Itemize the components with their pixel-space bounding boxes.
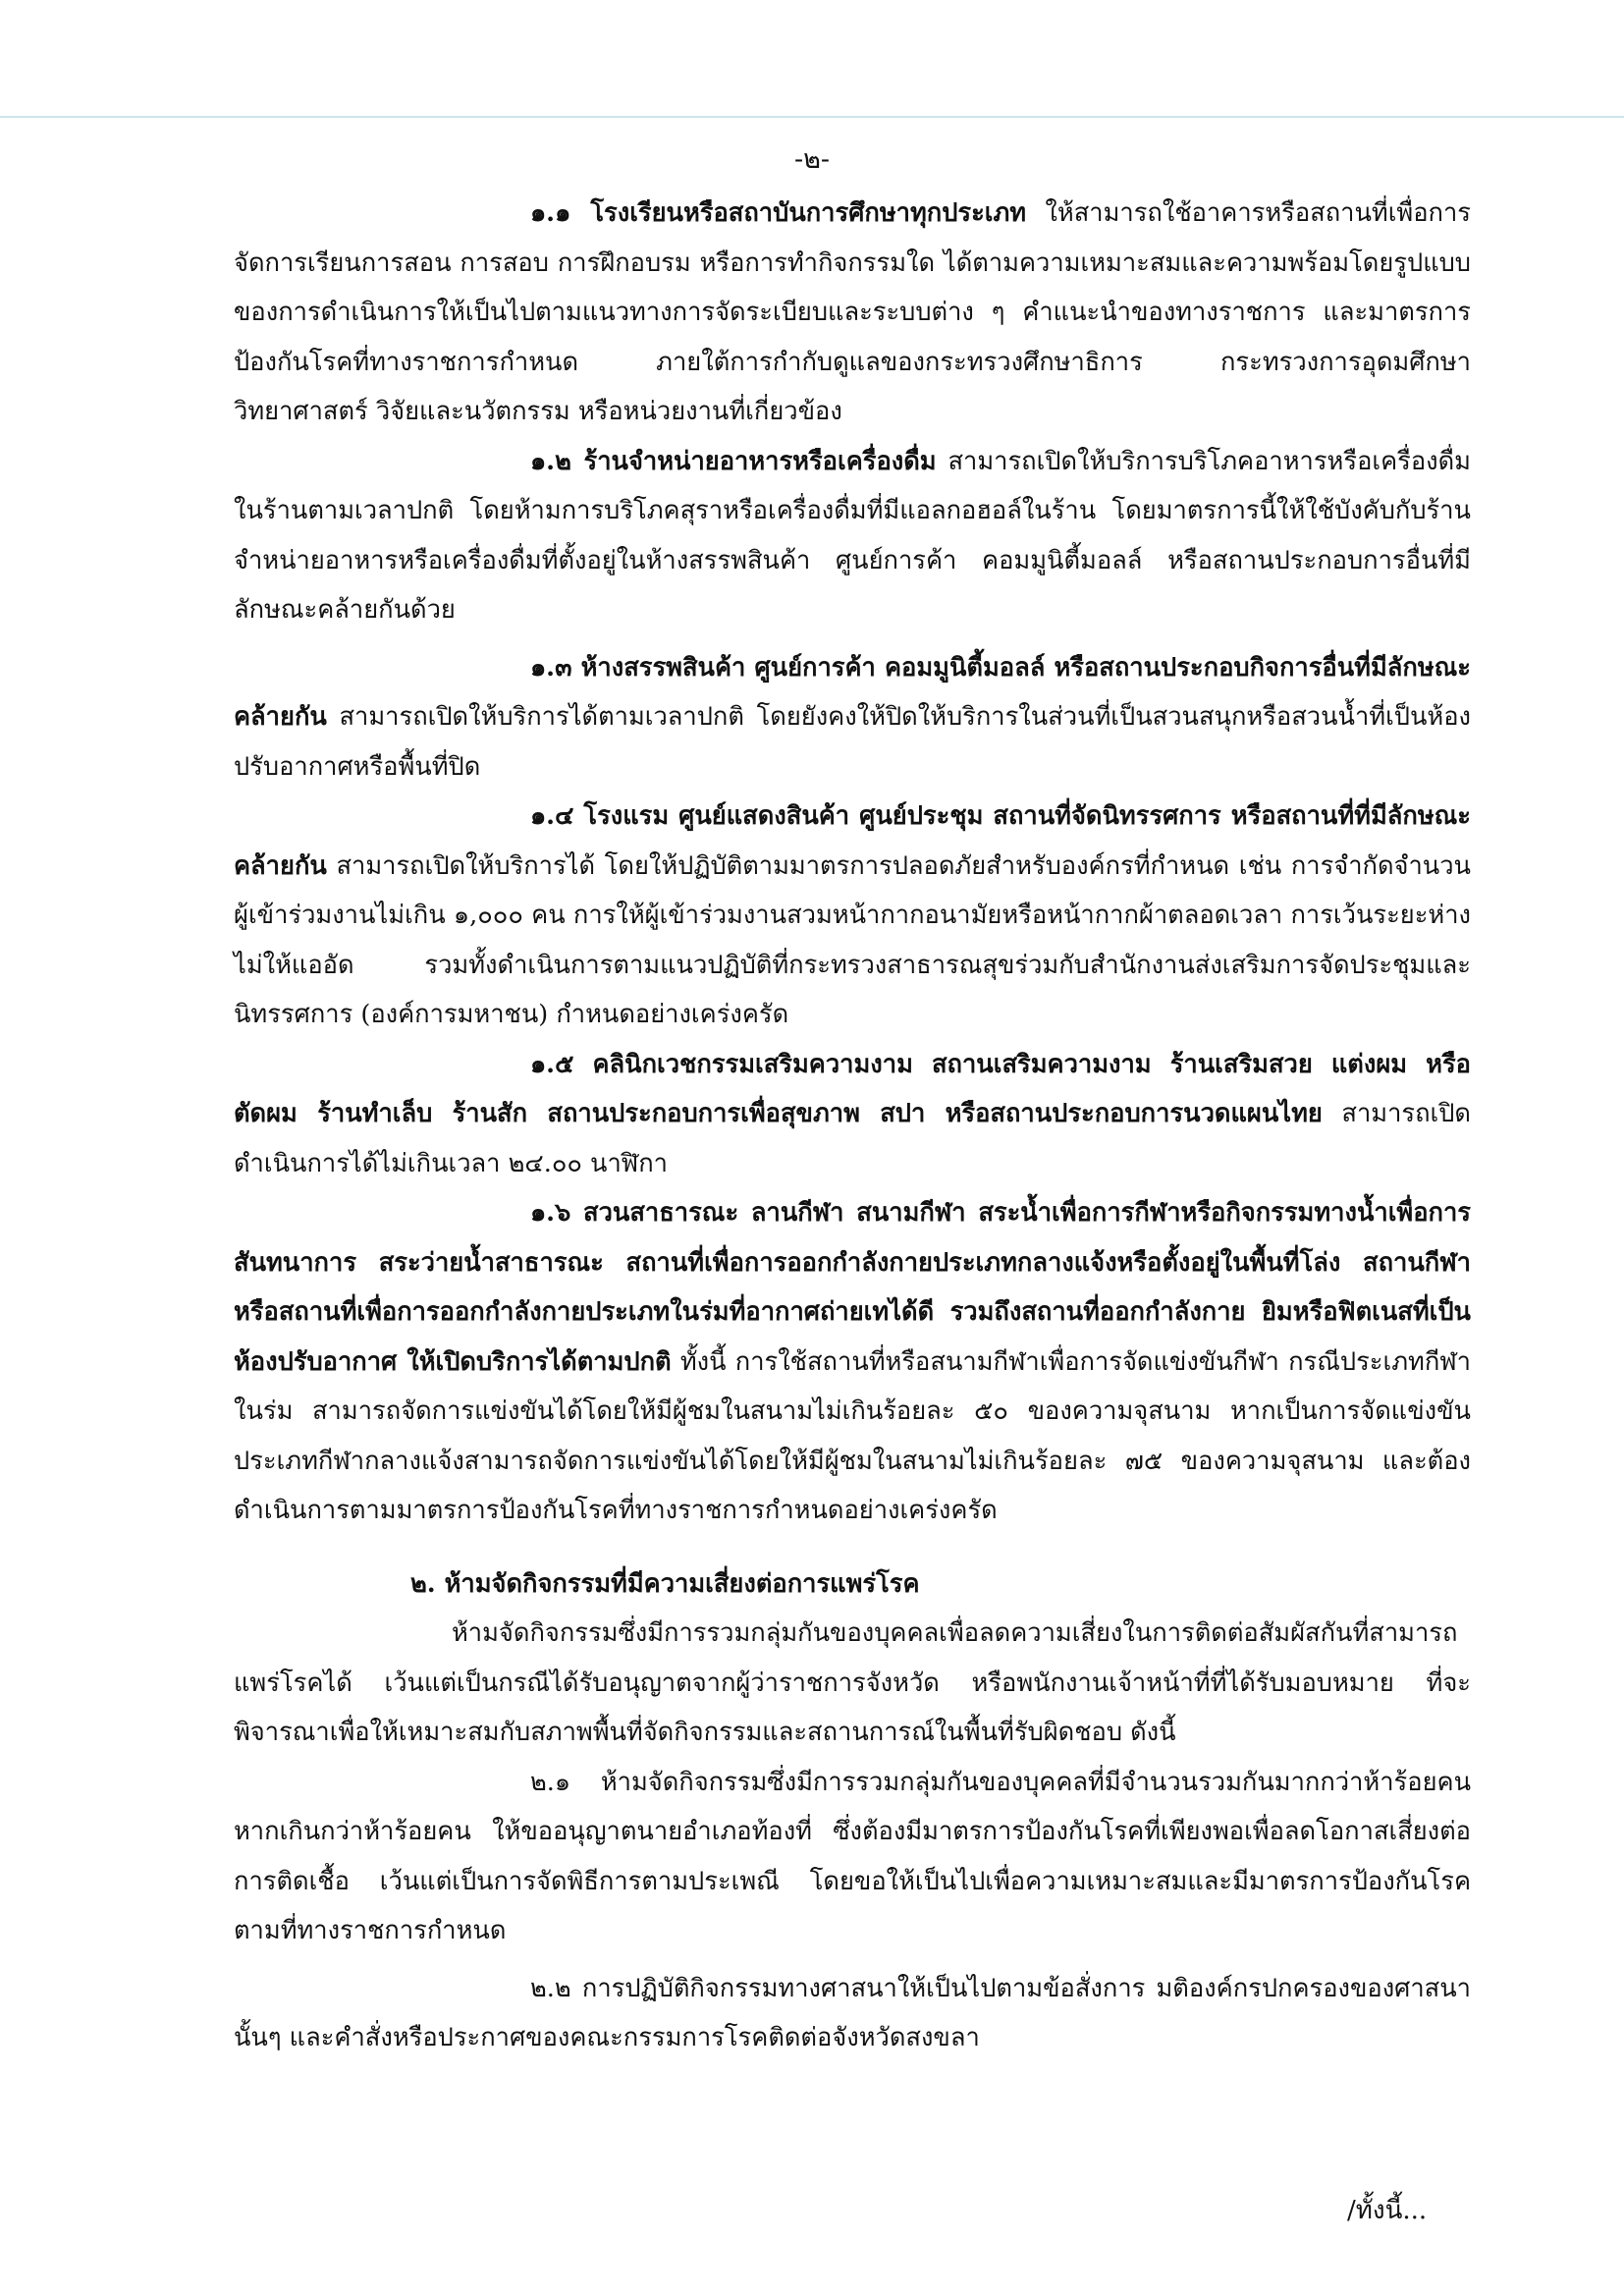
section-2-2: ๒.๒ การปฏิบัติกิจกรรมทางศาสนาให้เป็นไปตามข้อสั่งการ มติองค์กรปกครองของศาสนานั้นๆ และคำสั่งหรือประกาศของคณะกรรมการโรคติดต่อจังหวัดสงขลา bbox=[234, 1973, 1471, 2052]
section-1-6-heading: ๑.๖ สวนสาธารณะ ลานกีฬา สนามกีฬา สระน้ำเพื่อการกีฬาหรือกิจกรรมทางน้ำเพื่อการสันทนาการ สระว่ายน้ำสาธารณะ สถานที่เพื่อการออกกำลังกายประเภทกลางแจ้งหรือตั้งอยู่ในพื้นที่โล่ง สถานกีฬาหรือสถานที่เพื่อการออกกำลังกายประเภทในร่มที่อากาศถ่ายเทได้ดี รวมถึงสถานที่ออกกำลังกาย ยิมหรือฟิตเนสที่เป็นห้องปรับอากาศ ให้เปิดบริการได้ตามปกติ bbox=[234, 1198, 1471, 1377]
top-rule bbox=[0, 116, 1624, 118]
section-1-5-text: สามารถเปิดดำเนินการได้ไม่เกินเวลา ๒๔.๐๐ นาฬิกา bbox=[234, 1099, 1471, 1178]
section-1-3-text: สามารถเปิดให้บริการได้ตามเวลาปกติ โดยยังคงให้ปิดให้บริการในส่วนที่เป็นสวนสนุกหรือสวนน้ำที่เป็นห้องปรับอากาศหรือพื้นที่ปิด bbox=[234, 702, 1471, 782]
section-1-4 bbox=[234, 792, 1471, 1040]
section-1-6-text: ทั้งนี้ การใช้สถานที่หรือสนามกีฬาเพื่อการจัดแข่งขันกีฬา กรณีประเภทกีฬาในร่ม สามารถจัดการแข่งขันได้โดยให้มีผู้ชมในสนามไม่เกินร้อยละ ๕๐ ของความจุสนาม หากเป็นการจัดแข่งขันประเภทกีฬากลางแจ้งสามารถจัดการแข่งขันได้โดยให้มีผู้ชมในสนามไม่เกินร้อยละ ๗๕ ของความจุสนาม และต้องดำเนินการตามมาตรการป้องกันโรคที่ทางราชการกำหนดอย่างเคร่งครัด bbox=[234, 1346, 1472, 1525]
section-1-4-heading: ๑.๔ โรงแรม ศูนย์แสดงสินค้า ศูนย์ประชุม สถานที่จัดนิทรรศการ หรือสถานที่ที่มีลักษณะคล้ายกัน bbox=[234, 801, 1471, 881]
section-1-5-heading: ๑.๕ คลินิกเวชกรรมเสริมความงาม สถานเสริมความงาม ร้านเสริมสวย แต่งผม หรือตัดผม ร้านทำเล็บ ร้านสัก สถานประกอบการเพื่อสุขภาพ สปา หรือสถานประกอบการนวดแผนไทย bbox=[234, 1049, 1471, 1128]
section-1-5 bbox=[234, 1040, 1471, 1189]
section-1-3 bbox=[234, 643, 1471, 793]
section-1-4-text: สามารถเปิดให้บริการได้ โดยให้ปฏิบัติตามมาตรการปลอดภัยสำหรับองค์กรที่กำหนด เช่น การจำกัดจำนวนผู้เข้าร่วมงานไม่เกิน ๑,๐๐๐ คน การให้ผู้เข้าร่วมงานสวมหน้ากากอนามัยหรือหน้ากากผ้าตลอดเวลา การเว้นระยะห่างไม่ให้แออัด รวมทั้งดำเนินการตามแนวปฏิบัติที่กระทรวงสาธารณสุขร่วมกับสำนักงานส่งเสริมการจัดประชุมและนิทรรศการ (องค์การมหาชน) กำหนดอย่างเคร่งครัด bbox=[234, 850, 1471, 1029]
section-1-2 bbox=[234, 437, 1471, 635]
section-1-1-text: ให้สามารถใช้อาคารหรือสถานที่เพื่อการจัดการเรียนการสอน การสอบ การฝึกอบรม หรือการทำกิจกรรมใด ได้ตามความเหมาะสมและความพร้อมโดยรูปแบบของการดำเนินการให้เป็นไปตามแนวทางการจัดระเบียบและระบบต่าง ๆ คำแนะนำของทางราชการ และมาตรการป้องกันโรคที่ทางราชการกำหนด ภายใต้การกำกับดูแลของกระทรวงศึกษาธิการ กระทรวงการอุดมศึกษา วิทยาศาสตร์ วิจัยและนวัตกรรม หรือหน่วยงานที่เกี่ยวข้อง bbox=[234, 198, 1472, 426]
section-1-2-text: สามารถเปิดให้บริการบริโภคอาหารหรือเครื่องดื่มในร้านตามเวลาปกติ โดยห้ามการบริโภคสุราหรือเครื่องดื่มที่มีแอลกอฮอล์ในร้าน โดยมาตรการนี้ให้ใช้บังคับกับร้านจำหน่ายอาหารหรือเครื่องดื่มที่ตั้งอยู่ในห้างสรรพสินค้า ศูนย์การค้า คอมมูนิตี้มอลล์ หรือสถานประกอบการอื่นที่มีลักษณะคล้ายกันด้วย bbox=[234, 446, 1471, 625]
section-2-1: ๒.๑ ห้ามจัดกิจกรรมซึ่งมีการรวมกลุ่มกันของบุคคลที่มีจำนวนรวมกันมากกว่าห้าร้อยคน หากเกินกว่าห้าร้อยคน ให้ขออนุญาตนายอำเภอท้องที่ ซึ่งต้องมีมาตรการป้องกันโรคที่เพียงพอเพื่อลดโอกาสเสี่ยงต่อการติดเชื้อ เว้นแต่เป็นการจัดพิธีการตามประเพณี โดยขอให้เป็นไปเพื่อความเหมาะสมและมีมาตรการป้องกันโรคตามที่ทางราชการกำหนด bbox=[234, 1767, 1471, 1945]
continued-marker: /ทั้งนี้... bbox=[1347, 2196, 1428, 2225]
document-body bbox=[234, 189, 1471, 2063]
section-1-3-heading: ๑.๓ ห้างสรรพสินค้า ศูนย์การค้า คอมมูนิตี้มอลล์ หรือสถานประกอบกิจการอื่นที่มีลักษณะคล้ายกัน bbox=[234, 652, 1471, 732]
section-2-heading: ๒. ห้ามจัดกิจกรรมที่มีความเสี่ยงต่อการแพร่โรค bbox=[410, 1568, 920, 1599]
section-1-6 bbox=[234, 1188, 1471, 1536]
page-number: -๒- bbox=[793, 144, 831, 175]
section-1-2-heading: ๑.๒ ร้านจำหน่ายอาหารหรือเครื่องดื่ม bbox=[530, 446, 937, 476]
section-2-text: ห้ามจัดกิจกรรมซึ่งมีการรวมกลุ่มกันของบุคคลเพื่อลดความเสี่ยงในการติดต่อสัมผัสกันที่สามารถแพร่โรคได้ เว้นแต่เป็นกรณีได้รับอนุญาตจากผู้ว่าราชการจังหวัด หรือพนักงานเจ้าหน้าที่ที่ได้รับมอบหมาย ที่จะพิจารณาเพื่อให้เหมาะสมกับสภาพพื้นที่จัดกิจกรรมและสถานการณ์ในพื้นที่รับผิดชอบ ดังนี้ bbox=[234, 1618, 1471, 1747]
section-1-1 bbox=[234, 189, 1471, 437]
section-1-1-heading: ๑.๑ โรงเรียนหรือสถาบันการศึกษาทุกประเภท bbox=[530, 198, 1027, 228]
